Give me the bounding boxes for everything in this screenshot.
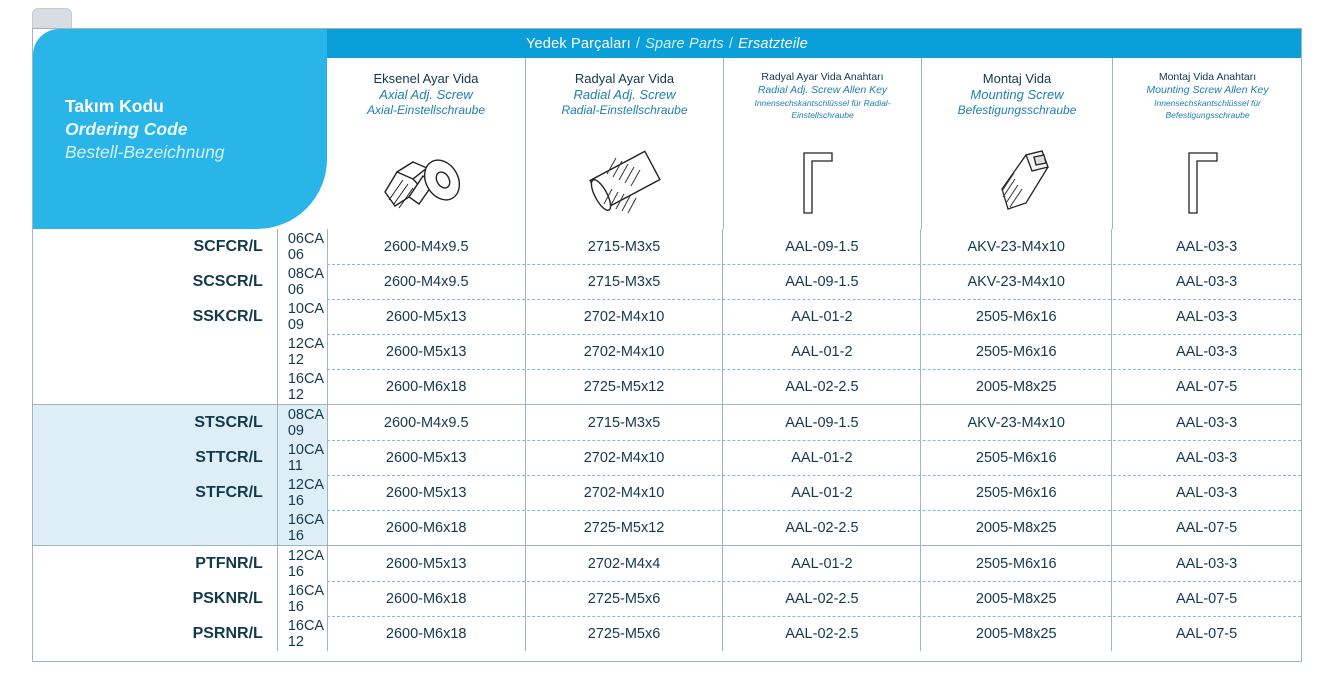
col3-title-tr: Radyal Ayar Vida Anahtarı bbox=[761, 71, 884, 83]
column-header-mounting-screw-allen-key bbox=[1112, 58, 1302, 229]
row-mounting-key: AAL-03-3 bbox=[1111, 475, 1301, 510]
row-code: PSRNR/L bbox=[192, 624, 263, 642]
row-mounting-key: AAL-07-5 bbox=[1111, 510, 1301, 545]
row-axial: 2600-M5x13 bbox=[327, 546, 525, 581]
table-group-2 bbox=[33, 405, 1301, 545]
row-mounting: 2005-M8x25 bbox=[920, 581, 1111, 616]
row-radial: 2715-M3x5 bbox=[525, 405, 723, 440]
row-code: PSKNR/L bbox=[192, 589, 263, 607]
band-sep-1: / bbox=[635, 35, 641, 52]
row-radial-key: AAL-09-1.5 bbox=[722, 229, 920, 264]
row-axial: 2600-M6x18 bbox=[327, 581, 525, 616]
row-mounting: 2505-M6x16 bbox=[920, 546, 1111, 581]
ordering-code-de: Bestell-Bezeichnung bbox=[65, 142, 225, 162]
column-headers bbox=[327, 58, 1301, 229]
row-radial: 2715-M3x5 bbox=[525, 229, 723, 264]
row-axial: 2600-M5x13 bbox=[327, 475, 525, 510]
row-mounting-key: AAL-03-3 bbox=[1111, 264, 1301, 299]
table-frame bbox=[32, 28, 1302, 662]
col1-title-tr: Eksenel Ayar Vida bbox=[373, 71, 479, 86]
row-size: 16CA 12 bbox=[277, 369, 327, 404]
row-size: 10CA 09 bbox=[277, 299, 327, 334]
row-radial-key: AAL-09-1.5 bbox=[722, 405, 920, 440]
set-screw-icon bbox=[526, 137, 723, 223]
column-header-axial-adj-screw bbox=[327, 58, 525, 229]
row-code: SSKCR/L bbox=[192, 307, 263, 325]
row-code: SCFCR/L bbox=[193, 237, 263, 255]
row-code bbox=[33, 510, 277, 545]
table-row[interactable] bbox=[33, 369, 1301, 404]
row-radial: 2725-M5x6 bbox=[525, 581, 723, 616]
table-row[interactable] bbox=[33, 299, 1301, 334]
table-group-1 bbox=[33, 229, 1301, 404]
row-mounting-key: AAL-07-5 bbox=[1111, 581, 1301, 616]
column-header-mounting-screw bbox=[921, 58, 1112, 229]
row-divider bbox=[327, 510, 1301, 511]
row-radial-key: AAL-02-2.5 bbox=[722, 369, 920, 404]
row-mounting: AKV-23-M4x10 bbox=[920, 405, 1111, 440]
table-row[interactable] bbox=[33, 440, 1301, 475]
band-title-tr: Yedek Parçaları bbox=[526, 35, 631, 52]
row-radial: 2702-M4x10 bbox=[525, 475, 723, 510]
row-divider bbox=[327, 334, 1301, 335]
table-row[interactable] bbox=[33, 229, 1301, 264]
row-mounting: 2005-M8x25 bbox=[920, 510, 1111, 545]
ordering-code-en: Ordering Code bbox=[65, 119, 188, 139]
row-radial: 2702-M4x4 bbox=[525, 546, 723, 581]
row-size: 08CA 06 bbox=[277, 264, 327, 299]
row-code: STFCR/L bbox=[195, 483, 263, 501]
row-axial: 2600-M5x13 bbox=[327, 440, 525, 475]
column-header-radial-adj-screw bbox=[525, 58, 723, 229]
row-radial: 2725-M5x12 bbox=[525, 510, 723, 545]
col3-title-en: Radial Adj. Screw Allen Key bbox=[757, 84, 888, 96]
row-mounting: 2005-M8x25 bbox=[920, 616, 1111, 651]
row-radial-key: AAL-09-1.5 bbox=[722, 264, 920, 299]
col1-title-en: Axial Adj. Screw bbox=[379, 87, 473, 102]
row-axial: 2600-M4x9.5 bbox=[327, 405, 525, 440]
col4-title-tr: Montaj Vida bbox=[982, 71, 1052, 86]
row-axial: 2600-M6x18 bbox=[327, 510, 525, 545]
row-mounting: 2505-M6x16 bbox=[920, 334, 1111, 369]
row-code: STSCR/L bbox=[194, 413, 263, 431]
col5-title-tr: Montaj Vida Anahtarı bbox=[1158, 71, 1257, 83]
col4-title-en: Mounting Screw bbox=[970, 87, 1064, 102]
ordering-code-tr: Takım Kodu bbox=[65, 96, 164, 116]
table-row[interactable] bbox=[33, 616, 1301, 651]
row-axial: 2600-M5x13 bbox=[327, 299, 525, 334]
ordering-code-panel bbox=[33, 29, 327, 229]
row-mounting-key: AAL-03-3 bbox=[1111, 334, 1301, 369]
row-axial: 2600-M6x18 bbox=[327, 369, 525, 404]
row-size: 16CA 16 bbox=[277, 510, 327, 545]
row-axial: 2600-M4x9.5 bbox=[327, 264, 525, 299]
row-radial-key: AAL-02-2.5 bbox=[722, 510, 920, 545]
row-size: 08CA 09 bbox=[277, 405, 327, 440]
row-axial: 2600-M6x18 bbox=[327, 616, 525, 651]
row-radial: 2702-M4x10 bbox=[525, 299, 723, 334]
row-radial-key: AAL-01-2 bbox=[722, 475, 920, 510]
row-radial-key: AAL-01-2 bbox=[722, 299, 920, 334]
col5-title-de: Innensechskantschlüssel für Befestigungsschraube bbox=[1154, 98, 1261, 120]
table-body bbox=[33, 229, 1301, 661]
row-divider bbox=[327, 369, 1301, 370]
row-size: 10CA 11 bbox=[277, 440, 327, 475]
allen-key-icon bbox=[1113, 137, 1302, 223]
table-row[interactable] bbox=[33, 334, 1301, 369]
row-size: 16CA 16 bbox=[277, 581, 327, 616]
row-size: 12CA 12 bbox=[277, 334, 327, 369]
row-divider bbox=[327, 299, 1301, 300]
row-divider bbox=[327, 475, 1301, 476]
col4-title-de: Befestigungsschraube bbox=[957, 103, 1077, 117]
row-mounting: 2505-M6x16 bbox=[920, 475, 1111, 510]
band-title-en: Spare Parts bbox=[645, 35, 724, 52]
col2-title-de: Radial-Einstellschraube bbox=[561, 103, 688, 117]
row-mounting-key: AAL-03-3 bbox=[1111, 229, 1301, 264]
col2-title-en: Radial Adj. Screw bbox=[573, 87, 676, 102]
row-radial-key: AAL-01-2 bbox=[722, 546, 920, 581]
row-radial-key: AAL-02-2.5 bbox=[722, 581, 920, 616]
row-axial: 2600-M4x9.5 bbox=[327, 229, 525, 264]
hex-head-bolt-icon bbox=[327, 137, 525, 223]
row-mounting-key: AAL-03-3 bbox=[1111, 440, 1301, 475]
row-radial: 2715-M3x5 bbox=[525, 264, 723, 299]
table-row[interactable] bbox=[33, 405, 1301, 440]
row-divider bbox=[327, 616, 1301, 617]
row-divider bbox=[327, 264, 1301, 265]
row-mounting-key: AAL-07-5 bbox=[1111, 616, 1301, 651]
row-code bbox=[33, 369, 277, 404]
row-size: 12CA 16 bbox=[277, 546, 327, 581]
row-radial: 2725-M5x12 bbox=[525, 369, 723, 404]
band-sep-2: / bbox=[728, 35, 734, 52]
socket-head-screw-icon bbox=[922, 137, 1112, 223]
row-size: 06CA 06 bbox=[277, 229, 327, 264]
col5-title-en: Mounting Screw Allen Key bbox=[1146, 84, 1269, 96]
row-code bbox=[33, 334, 277, 369]
col2-title-tr: Radyal Ayar Vida bbox=[574, 71, 675, 86]
row-radial-key: AAL-02-2.5 bbox=[722, 616, 920, 651]
row-mounting: AKV-23-M4x10 bbox=[920, 229, 1111, 264]
row-mounting: 2505-M6x16 bbox=[920, 299, 1111, 334]
row-radial: 2702-M4x10 bbox=[525, 440, 723, 475]
row-radial: 2702-M4x10 bbox=[525, 334, 723, 369]
table-row[interactable] bbox=[33, 546, 1301, 581]
table-row[interactable] bbox=[33, 475, 1301, 510]
row-code: SCSCR/L bbox=[192, 272, 263, 290]
row-axial: 2600-M5x13 bbox=[327, 334, 525, 369]
row-mounting-key: AAL-03-3 bbox=[1111, 299, 1301, 334]
row-mounting-key: AAL-07-5 bbox=[1111, 369, 1301, 404]
row-mounting-key: AAL-03-3 bbox=[1111, 546, 1301, 581]
row-mounting: 2505-M6x16 bbox=[920, 440, 1111, 475]
band-title-de: Ersatzteile bbox=[738, 35, 808, 52]
row-radial-key: AAL-01-2 bbox=[722, 334, 920, 369]
col1-title-de: Axial-Einstellschraube bbox=[366, 103, 486, 117]
row-size: 16CA 12 bbox=[277, 616, 327, 651]
table-row[interactable] bbox=[33, 264, 1301, 299]
row-code: STTCR/L bbox=[195, 448, 263, 466]
row-mounting: 2005-M8x25 bbox=[920, 369, 1111, 404]
row-mounting-key: AAL-03-3 bbox=[1111, 405, 1301, 440]
row-radial-key: AAL-01-2 bbox=[722, 440, 920, 475]
row-radial: 2725-M5x6 bbox=[525, 616, 723, 651]
row-code: PTFNR/L bbox=[195, 554, 263, 572]
row-divider bbox=[327, 440, 1301, 441]
allen-key-icon bbox=[724, 137, 921, 223]
row-mounting: AKV-23-M4x10 bbox=[920, 264, 1111, 299]
table-row[interactable] bbox=[33, 581, 1301, 616]
column-header-radial-adj-screw-allen-key bbox=[723, 58, 921, 229]
row-size: 12CA 16 bbox=[277, 475, 327, 510]
row-divider bbox=[327, 581, 1301, 582]
table-group-3 bbox=[33, 546, 1301, 651]
col3-title-de: Innensechskantschlüssel für Radial-Einstellschraube bbox=[754, 98, 891, 120]
table-row[interactable] bbox=[33, 510, 1301, 545]
